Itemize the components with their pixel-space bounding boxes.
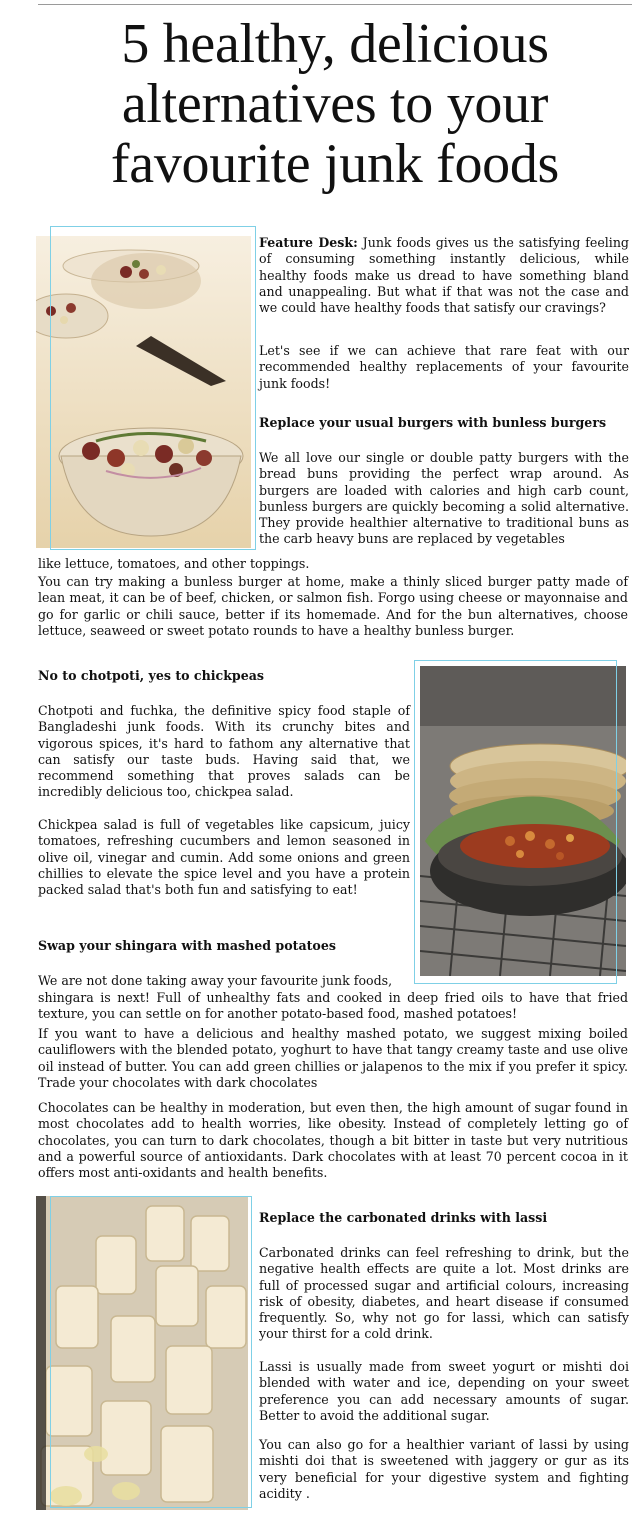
article-headline: 5 healthy, delicious alternatives to your favourite junk foods <box>110 13 560 195</box>
section-heading-shingara: Swap your shingara with mashed potatoes <box>38 938 336 953</box>
section-heading-burgers: Replace your usual burgers with bunless burgers <box>259 415 607 430</box>
lassi-paragraph-3: You can also go for a healthier variant of lassi by using mishti doi that is sweetened with jaggery or gur as its very beneficial for your digestive system and fighting acidity . <box>259 1437 629 1501</box>
lassi-paragraph: Carbonated drinks can feel refreshing to drink, but the negative health effects are quite a lot. Most drinks are full of processed sugar and artificial colours, increasing risk of obesity, diabetes, and heart disease if consumed frequently. So, why not go for lassi, which can satisfy your thirst for a cold drink. <box>259 1245 629 1342</box>
chocolate-paragraph: Chocolates can be healthy in moderation, but even then, the high amount of sugar found in most chocolates add to health worries, like obesity. Instead of completely letting go of chocolates, you can turn to dark chocolates, though a bit bitter in taste but very nutritious and a powerful source of antioxidants. Dark chocolates with at least 70 percent cocoa in it offers most anti-oxidants and health benefits. <box>38 1100 628 1181</box>
chickpeas-paragraph: Chotpoti and fuchka, the definitive spicy food staple of Bangladeshi junk foods. With its crunchy bites and vigorous spices, it's hard to fathom any alternative that can satisfy our taste buds. Having said that, we recommend something that proves salads can be incredibly delicious too, chickpea salad. <box>38 703 410 800</box>
chickpea-dish-photo <box>420 666 626 976</box>
burgers-paragraph-2: You can try making a bunless burger at home, make a thinly sliced burger patty made of lean meat, it can be of beef, chicken, or salmon fish. Forgo using cheese or mayonnaise and go for garlic or chili sauce, better if its homemade. And for the bun alternatives, choose lettuce, seaweed or sweet potato rounds to have a healthy bunless burger. <box>38 574 628 638</box>
chickpeas-paragraph-2: Chickpea salad is full of vegetables like capsicum, juicy tomatoes, refreshing cucumbers and lemon seasoned in olive oil, vinegar and cumin. Add some onions and green chillies to elevate the spice level and you have a protein packed salad that's both fun and satisfying to eat! <box>38 817 410 898</box>
byline-label: Feature Desk: <box>259 235 358 250</box>
intro-paragraph-2: Let's see if we can achieve that rare feat with our recommended healthy replacements of your favourite junk foods! <box>259 343 629 391</box>
intro-text: Junk foods gives us the satisfying feeling of consuming something instantly delicious, while healthy foods make us dread to have something bland and unappealing. But what if that was not the case and we could have healthy foods that satisfy our cravings? <box>259 235 629 316</box>
lassi-glasses-photo <box>36 1196 248 1510</box>
shingara-paragraph-a: We are not done taking away your favourite junk foods, <box>38 973 393 988</box>
shingara-paragraph-2: If you want to have a delicious and healthy mashed potato, we suggest mixing boiled cauliflowers with the blended potato, yoghurt to have that tangy creamy taste and use olive oil instead of butter. You can add green chillies or jalapenos to the mix if you prefer it spicy. Trade your chocolates with dark chocolates <box>38 1026 628 1090</box>
section-heading-lassi: Replace the carbonated drinks with lassi <box>259 1210 548 1225</box>
section-heading-chickpeas: No to chotpoti, yes to chickpeas <box>38 668 264 683</box>
bean-salad-photo <box>36 236 251 548</box>
burgers-paragraph: We all love our single or double patty burgers with the bread buns providing the perfect wrap around. As burgers are loaded with calories and high carb count, bunless burgers are quickly becoming a solid alternative. They provide healthier alternative to traditional buns as the carb heavy buns are replaced by vegetables <box>259 450 629 547</box>
lassi-paragraph-2: Lassi is usually made from sweet yogurt or mishti doi blended with water and ice, depending on your sweet preference you can add necessary amounts of sugar. Better to avoid the additional sugar. <box>259 1359 629 1423</box>
burgers-paragraph-cont: like lettuce, tomatoes, and other toppings. <box>38 556 310 571</box>
shingara-paragraph-b: shingara is next! Full of unhealthy fats and cooked in deep fried oils to have that fried texture, you can settle on for another potato-based food, mashed potatoes! <box>38 990 628 1022</box>
intro-paragraph <box>259 235 629 316</box>
top-rule <box>38 4 632 5</box>
